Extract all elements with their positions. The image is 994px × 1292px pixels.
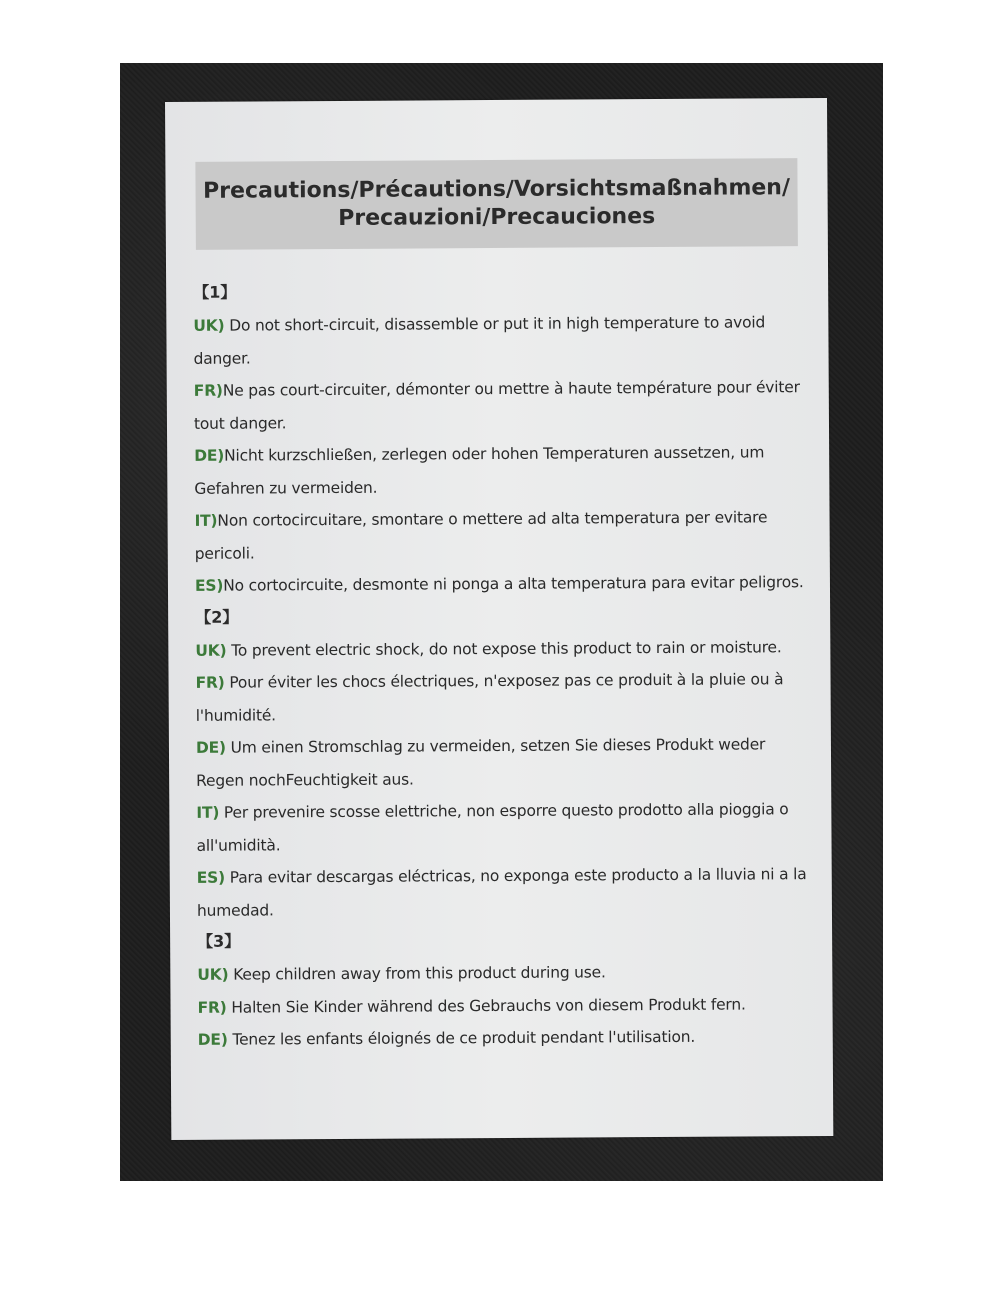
title-line-2: Precauzioni/Precauciones bbox=[338, 204, 656, 231]
language-code: FR) bbox=[197, 998, 227, 1017]
language-code: FR) bbox=[193, 381, 223, 400]
section-2 bbox=[195, 599, 812, 927]
section-1 bbox=[193, 274, 810, 602]
language-code: UK) bbox=[197, 965, 229, 984]
language-code: DE) bbox=[197, 1030, 228, 1049]
entry-text: Keep children away from this product during use. bbox=[228, 963, 606, 984]
entry-text: Nicht kurzschließen, zerlegen oder hohen Temperaturen aussetzen, um Gefahren zu vermeiden. bbox=[194, 443, 765, 498]
language-code: DE) bbox=[194, 446, 225, 465]
language-code: FR) bbox=[195, 673, 225, 692]
entry-text: Ne pas court-circuiter, démonter ou mettre à haute température pour éviter tout danger. bbox=[193, 378, 800, 433]
precautions-card bbox=[165, 98, 833, 1140]
entry-it bbox=[194, 501, 809, 570]
entry-text: Non cortocircuitare, smontare o mettere ad alta temperatura per evitare pericoli. bbox=[194, 508, 768, 563]
entry-es bbox=[197, 858, 812, 927]
language-code: UK) bbox=[195, 641, 227, 660]
entry-text: Pour éviter les chocs électriques, n'exposez pas ce produit à la pluie ou à l'humidité. bbox=[195, 670, 784, 725]
entry-fr bbox=[197, 988, 812, 1024]
entry-uk bbox=[197, 955, 812, 991]
entry-de bbox=[196, 728, 811, 797]
title-banner bbox=[195, 158, 798, 250]
entry-de bbox=[198, 1020, 813, 1056]
entry-uk bbox=[195, 631, 810, 667]
entry-text: Do not short-circuit, disassemble or put it in high temperature to avoid danger. bbox=[193, 313, 766, 368]
section-number: 【2】 bbox=[195, 607, 239, 627]
entry-de bbox=[194, 436, 809, 505]
entry-text: Halten Sie Kinder während des Gebrauchs von diesem Produkt fern. bbox=[226, 994, 746, 1017]
precautions-content bbox=[193, 274, 813, 1056]
entry-text: Para evitar descargas eléctricas, no exponga este producto a la lluvia ni a la humedad. bbox=[196, 865, 807, 920]
language-code: IT) bbox=[194, 511, 218, 530]
entry-text: To prevent electric shock, do not expose this product to rain or moisture. bbox=[226, 637, 782, 660]
entry-es bbox=[195, 566, 810, 602]
entry-it bbox=[196, 793, 811, 862]
title-line-1: Precautions/Précautions/Vorsichtsmaßnahmen/ bbox=[203, 175, 791, 204]
section-number: 【3】 bbox=[197, 931, 241, 951]
entry-fr bbox=[194, 371, 809, 440]
entry-text: Um einen Stromschlag zu vermeiden, setzen Sie dieses Produkt weder Regen nochFeuchtigkeit aus. bbox=[196, 735, 766, 790]
language-code: UK) bbox=[193, 316, 225, 335]
entry-text: Tenez les enfants éloignés de ce produit pendant l'utilisation. bbox=[227, 1027, 696, 1049]
entry-fr bbox=[195, 663, 810, 732]
language-code: ES) bbox=[194, 576, 224, 595]
section-3 bbox=[197, 923, 813, 1056]
entry-uk bbox=[193, 306, 808, 375]
language-code: IT) bbox=[196, 803, 220, 822]
language-code: DE) bbox=[195, 738, 226, 757]
entry-text: Per prevenire scosse elettriche, non esporre questo prodotto alla pioggia o all'umidità. bbox=[196, 800, 789, 855]
language-code: ES) bbox=[196, 868, 226, 887]
entry-text: No cortocircuite, desmonte ni ponga a alta temperatura para evitar peligros. bbox=[223, 573, 804, 595]
section-number: 【1】 bbox=[193, 282, 237, 302]
